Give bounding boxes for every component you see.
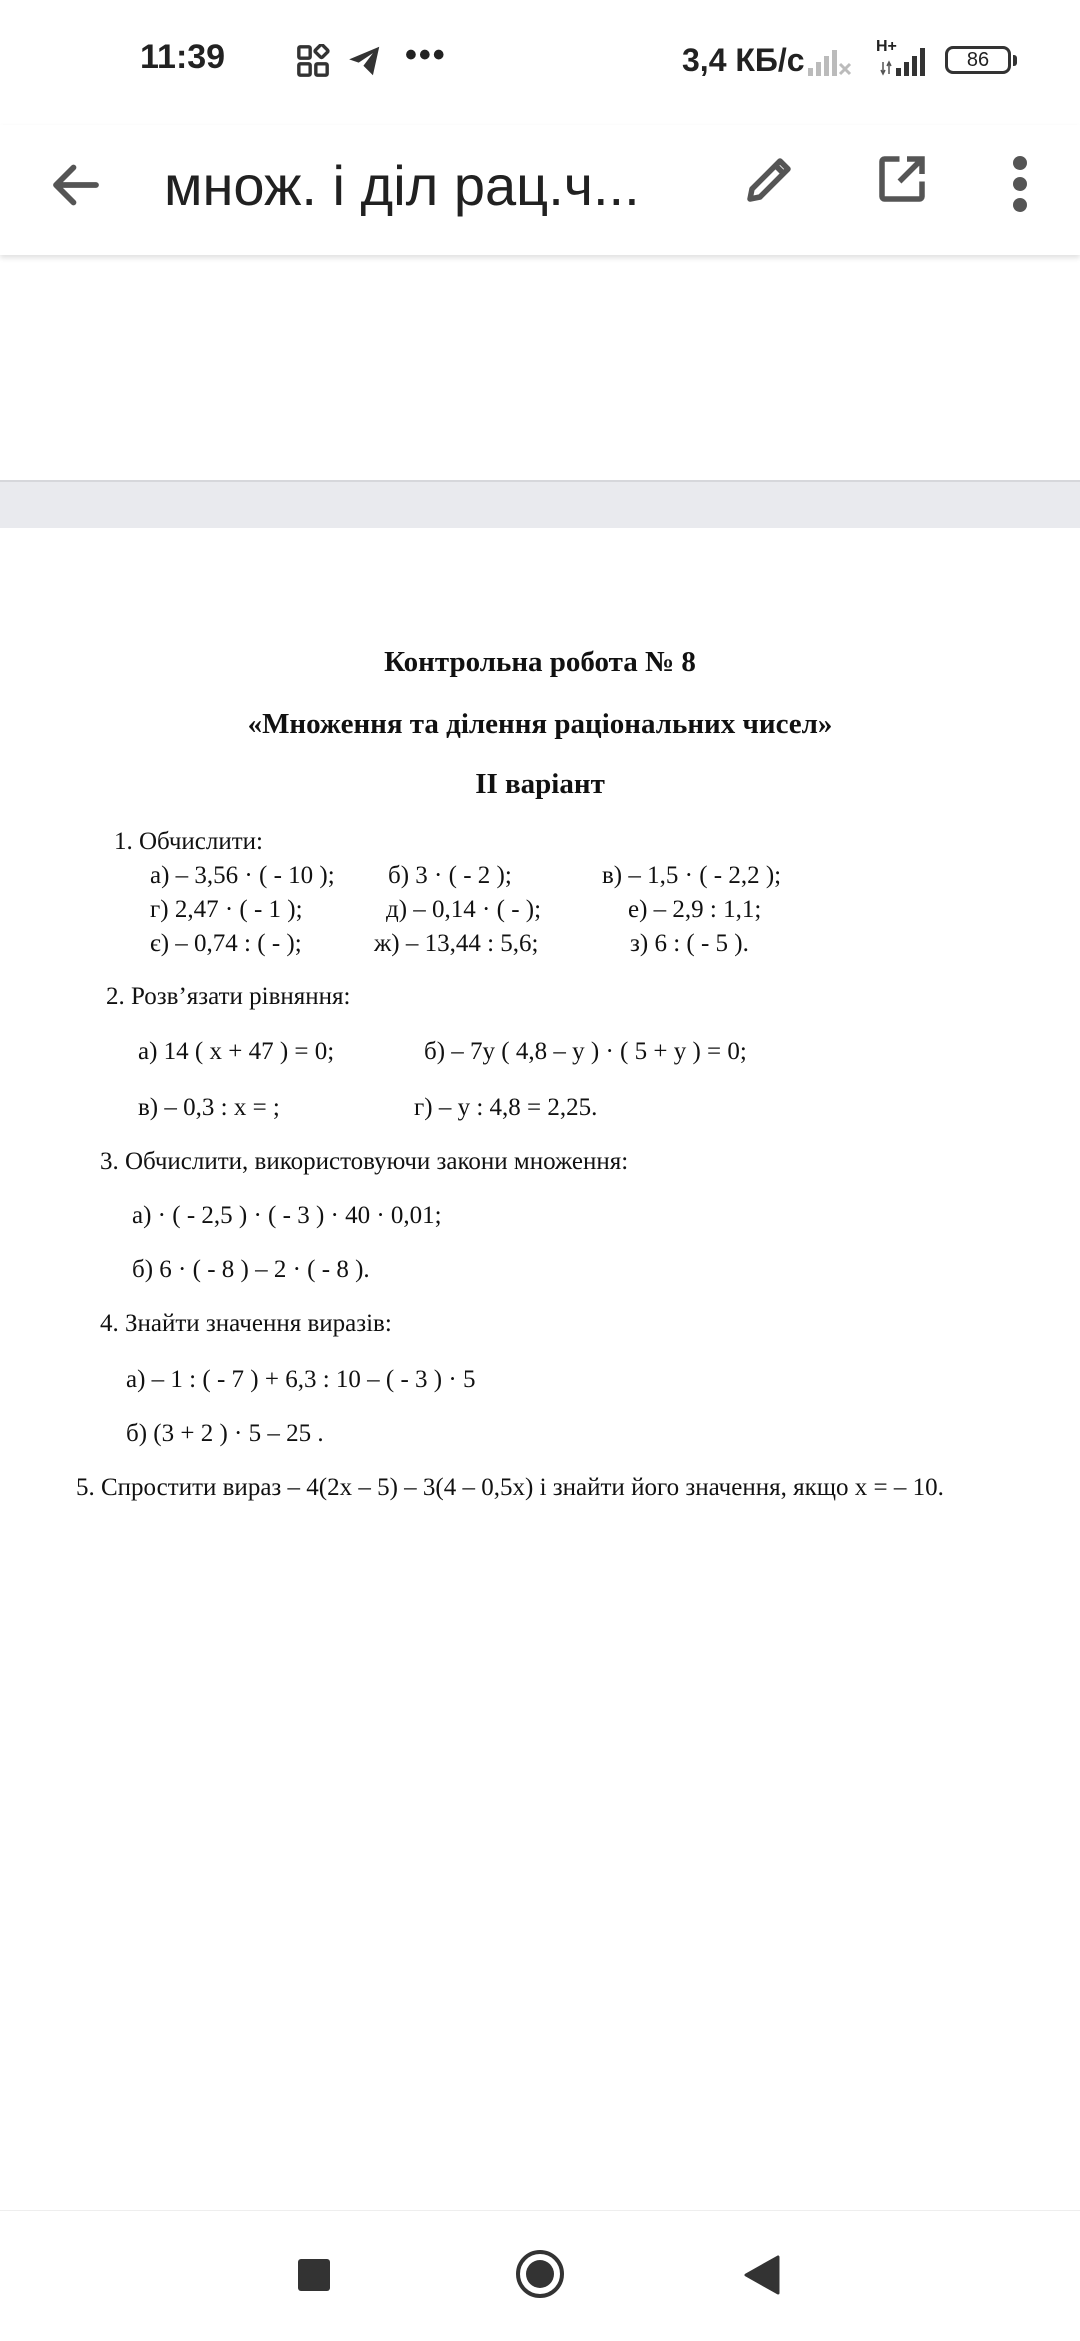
document-page[interactable] xyxy=(0,528,1080,2208)
pencil-icon[interactable] xyxy=(740,149,800,209)
status-bar xyxy=(0,0,1080,125)
task1-item: а) – 3,56 · ( - 10 ); xyxy=(150,862,335,889)
signal-icon xyxy=(806,44,852,78)
task1-item: є) – 0,74 : ( - ); xyxy=(150,930,302,957)
task1-heading: 1. Обчислити: xyxy=(114,828,263,855)
battery-icon: 86 xyxy=(945,46,1011,74)
document-title: множ. і діл рац.ч... xyxy=(164,154,640,217)
doc-title: Контрольна робота № 8 xyxy=(384,646,696,678)
back-icon[interactable] xyxy=(742,2253,782,2297)
task4-item: б) (3 + 2 ) · 5 – 25 . xyxy=(126,1420,324,1447)
task1-item: б) 3 · ( - 2 ); xyxy=(388,862,512,889)
task2-item: г) – y : 4,8 = 2,25. xyxy=(414,1094,598,1121)
task5-text: 5. Спростити вираз – 4(2х – 5) – 3(4 – 0,5х) і знайти його значення, якщо х = – 10. xyxy=(76,1474,944,1501)
task3-item: б) 6 · ( - 8 ) – 2 · ( - 8 ). xyxy=(132,1256,370,1283)
task1-item: з) 6 : ( - 5 ). xyxy=(630,930,749,957)
doc-variant: ІІ варіант xyxy=(475,768,605,800)
network-speed: 3,4 КБ/с xyxy=(682,42,805,78)
task4-heading: 4. Знайти значення виразів: xyxy=(100,1310,392,1337)
open-external-icon[interactable] xyxy=(872,149,932,209)
task2-item: в) – 0,3 : x = ; xyxy=(138,1094,280,1121)
home-icon[interactable] xyxy=(513,2247,567,2301)
task1-item: д) – 0,14 · ( - ); xyxy=(386,896,542,923)
overflow-menu-icon[interactable] xyxy=(1000,149,1040,219)
doc-subtitle: «Множення та ділення раціональних чисел» xyxy=(247,708,833,740)
page-separator xyxy=(0,480,1080,530)
more-dots-icon: ••• xyxy=(405,36,447,74)
status-time: 11:39 xyxy=(140,38,226,76)
task1-item: ж) – 13,44 : 5,6; xyxy=(374,930,539,957)
app-bar xyxy=(0,125,1080,255)
signal-icon xyxy=(880,44,930,78)
recent-apps-icon[interactable] xyxy=(298,2259,330,2291)
task2-item: а) 14 ( x + 47 ) = 0; xyxy=(138,1038,335,1065)
task2-heading: 2. Розв’язати рівняння: xyxy=(106,983,351,1010)
task1-item: г) 2,47 · ( - 1 ); xyxy=(150,896,303,923)
telegram-icon xyxy=(346,42,384,80)
navigation-bar xyxy=(0,2210,1080,2341)
task4-item: а) – 1 : ( - 7 ) + 6,3 : 10 – ( - 3 ) · 5 xyxy=(126,1366,476,1393)
task1-item: е) – 2,9 : 1,1; xyxy=(628,896,762,923)
task1-item: в) – 1,5 · ( - 2,2 ); xyxy=(602,862,782,889)
task3-heading: 3. Обчислити, використовуючи закони множення: xyxy=(100,1148,629,1175)
back-arrow-icon[interactable] xyxy=(46,155,106,215)
task3-item: а) · ( - 2,5 ) · ( - 3 ) · 40 · 0,01; xyxy=(132,1202,442,1229)
apps-grid-icon xyxy=(296,44,330,78)
task2-item: б) – 7y ( 4,8 – y ) · ( 5 + y ) = 0; xyxy=(424,1038,747,1065)
network-type: H+ xyxy=(876,38,897,55)
